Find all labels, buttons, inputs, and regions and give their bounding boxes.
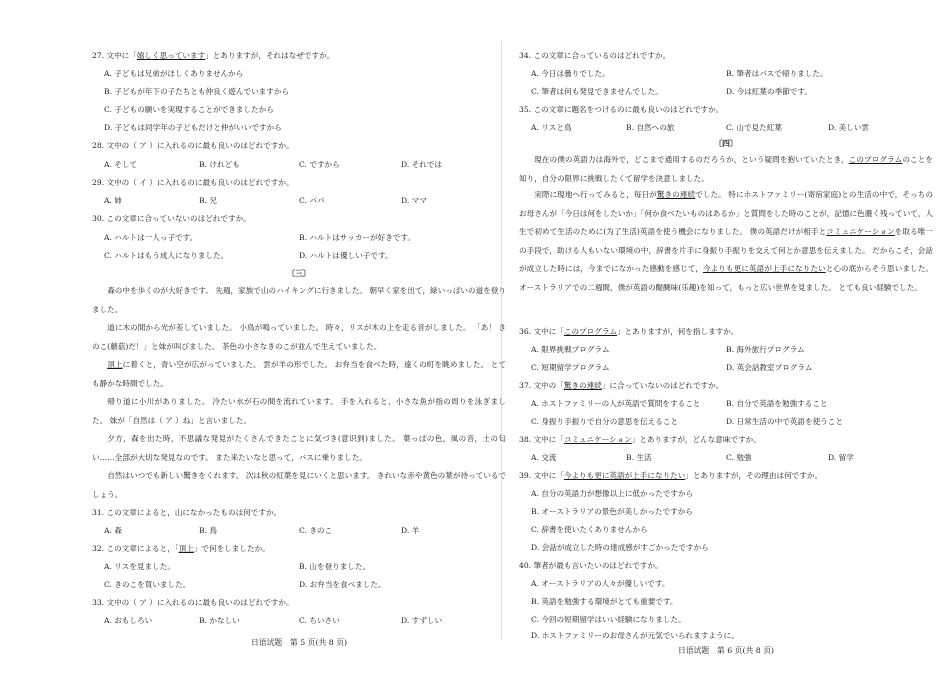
option-32a: A. リスを見ました。 bbox=[104, 562, 175, 571]
page-footer-left: 日语试题 第 5 页(共 8 页) bbox=[250, 638, 348, 647]
option-35b: B. 自然への旅 bbox=[626, 123, 675, 132]
option-34a: A. 今日は曇りでした。 bbox=[531, 69, 610, 78]
option-28a: A. そして bbox=[104, 160, 138, 169]
passage-3-paragraph-6: 自然はいつでも新しい驚きをくれます。 次は秋の紅葉を見にいくと思います。 きれいな赤や黄色の葉が待っているでしょう。 bbox=[92, 471, 506, 499]
page-divider bbox=[501, 40, 502, 640]
option-28b: B. けれども bbox=[199, 160, 240, 169]
question-38: 38. 文中に「コミュニケーション」とありますが，どんな意味ですか。 bbox=[519, 435, 761, 444]
question-32: 32. この文章によると，「頂上」で何をしましたか。 bbox=[92, 544, 270, 553]
question-36: 36. 文中に「このプログラム」とありますが，何を指しますか。 bbox=[519, 327, 739, 336]
option-40a: A. オーストラリアの人々が優しいです。 bbox=[531, 579, 670, 588]
section-3-heading: 〔三〕 bbox=[287, 269, 311, 278]
option-34d: D. 今は紅葉の季節です。 bbox=[726, 87, 812, 96]
option-27a: A. 子どもは兄弟がほしくありませんから bbox=[104, 69, 244, 78]
option-38a: A. 交流 bbox=[531, 453, 557, 462]
option-31b: B. 鳥 bbox=[199, 526, 218, 535]
option-33b: B. かなしい bbox=[199, 616, 240, 625]
question-34: 34. この文章に合っているのはどれですか。 bbox=[519, 51, 671, 60]
option-31a: A. 森 bbox=[104, 526, 122, 535]
option-32d: D. お弁当を食べました。 bbox=[299, 580, 386, 589]
option-30a: A. ハルトは一人っ子です。 bbox=[104, 233, 198, 242]
option-34b: B. 筆者はバスで帰りました。 bbox=[726, 69, 828, 78]
option-31c: C. きのこ bbox=[299, 526, 333, 535]
option-30b: B. ハルトはサッカーが好きです。 bbox=[299, 233, 415, 242]
option-33c: C. ちいさい bbox=[299, 616, 340, 625]
passage-3-paragraph-3: 頂上に着くと，青い空が広がっていました。 雲が羊の形でした。 お弁当を食べた時，遠くの町を眺めました。 とても静かな時間でした。 bbox=[92, 360, 506, 388]
option-36a: A. 限界挑戦プログラム bbox=[531, 345, 610, 354]
question-35: 35. この文章に題名をつけるのに最も良いのはどれですか。 bbox=[519, 105, 724, 114]
question-29: 29. 文中の（ イ ）に入れるのに最も良いのはどれですか。 bbox=[92, 178, 294, 187]
left-page bbox=[92, 0, 522, 688]
option-37c: C. 身振り手振りで自分の意思を伝えること bbox=[531, 417, 679, 426]
option-29d: D. ママ bbox=[401, 196, 427, 205]
option-37a: A. ホストファミリーの人が英語で質問をすること bbox=[531, 399, 701, 408]
passage-3-paragraph-2: 道に木の間から光が差していました。 小鳥が鳴っていました。 時々，リスが木の上を走る音がしました。 「あ！ きのこ(蘑菇)だ！」と妹が叫びました。 茶色の小さなきのこが並んで生えていました。 bbox=[92, 323, 506, 351]
option-33d: D. すずしい bbox=[401, 616, 443, 625]
option-29c: C. パパ bbox=[299, 196, 325, 205]
option-37b: B. 自分で英語を勉強すること bbox=[726, 399, 828, 408]
option-32c: C. きのこを買いました。 bbox=[104, 580, 191, 589]
passage-4-paragraph-1: 現在の僕の英語力は海外で，どこまで通用するのだろうか，という疑問を抱いていたとき，このプログラムのことを知り，自分の限界に挑戦したくて留学を決意しました。 bbox=[519, 155, 933, 183]
option-36c: C. 短期留学プログラム bbox=[531, 363, 610, 372]
option-37d: D. 日常生活の中で英語を使うこと bbox=[726, 417, 843, 426]
passage-4-paragraph-2: 実際に現地へ行ってみると，毎日が驚きの連続でした。 特にホストファミリー(寄宿家庭)との生活の中で，そっちのお母さんが「今日は何をしたいか」「何か食べたいものはあるか」と質問をした時のことが，記憶に色濃く残っていて，人生で初めて生活のために(为了生活)英語を使う機会になりました。 僕の英語だけが相手とコミュニケーションを取る唯一の手段で，助ける人もいない環境の中，辞書を片手に身振り手振りを交えて何とか意思を伝えました。 だからこそ，会話が成立した時には，今までになかった感動を感じて，今よりも更に英語が上手になりたいと心の底からそう思いました。 オーストラリアでの二週間，僕が英語の醍醐味(乐趣)を知って，もっと広い世界を見ました。 とても良い経験でした。 bbox=[519, 190, 934, 292]
question-39: 39. 文中に「今よりも更に英語が上手になりたい」とありますが，その理由は何ですか。 bbox=[519, 471, 823, 480]
option-34c: C. 筆者は何も発見できませんでした。 bbox=[531, 87, 663, 96]
option-33a: A. おもしろい bbox=[104, 616, 153, 625]
option-36d: D. 英会話教室プログラム bbox=[726, 363, 813, 372]
option-28d: D. それでは bbox=[401, 160, 443, 169]
option-40c: C. 今回の短期留学はいい経験になりました。 bbox=[531, 615, 686, 624]
option-30c: C. ハルトはもう成人になりました。 bbox=[104, 251, 229, 260]
option-30d: D. ハルトは優しい子です。 bbox=[299, 251, 393, 260]
option-27d: D. 子どもは同学年の子どもだけと仲がいいですから bbox=[104, 123, 282, 132]
option-28c: C. ですから bbox=[299, 160, 340, 169]
option-40b: B. 英語を勉強する環境がとても重要です。 bbox=[531, 597, 678, 606]
page-footer-right: 日语试题 第 6 页(共 8 页) bbox=[677, 646, 775, 655]
question-37: 37. 文中の「驚きの連続」に合っていないのはどれですか。 bbox=[519, 381, 724, 390]
question-28: 28. 文中の（ ア ）に入れるのに最も良いのはどれですか。 bbox=[92, 141, 294, 150]
option-39b: B. オーストラリアの景色が美しかったですから bbox=[531, 507, 693, 516]
option-29a: A. 姉 bbox=[104, 196, 122, 205]
option-35a: A. リスと鳥 bbox=[531, 123, 572, 132]
option-31d: D. 羊 bbox=[401, 526, 420, 535]
question-30: 30. この文章に合っていないのはどれですか。 bbox=[92, 214, 251, 223]
question-31: 31. この文章によると，山になかったものは何ですか。 bbox=[92, 508, 282, 517]
passage-3-paragraph-1: 森の中を歩くのが大好きです。 先週，家族で山のハイキングに行きました。 朝早く家を出て，緑いっぱいの道を登りました。 bbox=[92, 286, 506, 314]
option-36b: B. 海外旅行プログラム bbox=[726, 345, 805, 354]
question-33: 33. 文中の（ ア ）に入れるのに最も良いのはどれですか。 bbox=[92, 598, 294, 607]
option-27c: C. 子どもの願いを実現することができましたから bbox=[104, 105, 274, 114]
option-39c: C. 辞書を使いたくありませんから bbox=[531, 525, 648, 534]
option-35c: C. 山で見た紅葉 bbox=[726, 123, 782, 132]
option-39a: A. 自分の英語力が想像以上に低かったですから bbox=[531, 489, 694, 498]
passage-3-paragraph-4: 帰り道に小川がありました。 冷たい水が石の間を流れています。 手を入れると，小さな魚が指の周りを泳ぎました。 妹が「自然は（ ア ）ね」と言いました。 bbox=[92, 397, 506, 425]
option-38b: B. 生活 bbox=[626, 453, 652, 462]
option-29b: B. 兄 bbox=[199, 196, 218, 205]
question-27: 27. 文中に「嬉しく思っています」とありますが，それはなぜですか。 bbox=[92, 51, 335, 60]
right-page bbox=[519, 0, 949, 688]
option-38c: C. 勉強 bbox=[726, 453, 752, 462]
option-38d: D. 留学 bbox=[828, 453, 854, 462]
option-40d: D. ホストファミリーのお母さんが元気でいられますように。 bbox=[531, 631, 739, 640]
passage-3-paragraph-5: 夕方，森を出た時，不思議な発見がたくさんできたことに気づき(意识到)ました。 葉っぱの色，風の音，土の匂い……全部が大切な発見なのです。 また来たいなと思って，バスに乗りました。 bbox=[92, 434, 506, 462]
option-27b: B. 子どもが年下の子たちとも仲良く遊んでいますから bbox=[104, 87, 290, 96]
question-40: 40. 筆者が最も言いたいのはどれですか。 bbox=[519, 561, 663, 570]
section-4-heading: 〔四〕 bbox=[714, 139, 738, 148]
option-32b: B. 山を登りました。 bbox=[299, 562, 371, 571]
option-35d: D. 美しい雲 bbox=[828, 123, 870, 132]
option-39d: D. 会話が成立した時の達成感がすごかったですから bbox=[531, 543, 709, 552]
